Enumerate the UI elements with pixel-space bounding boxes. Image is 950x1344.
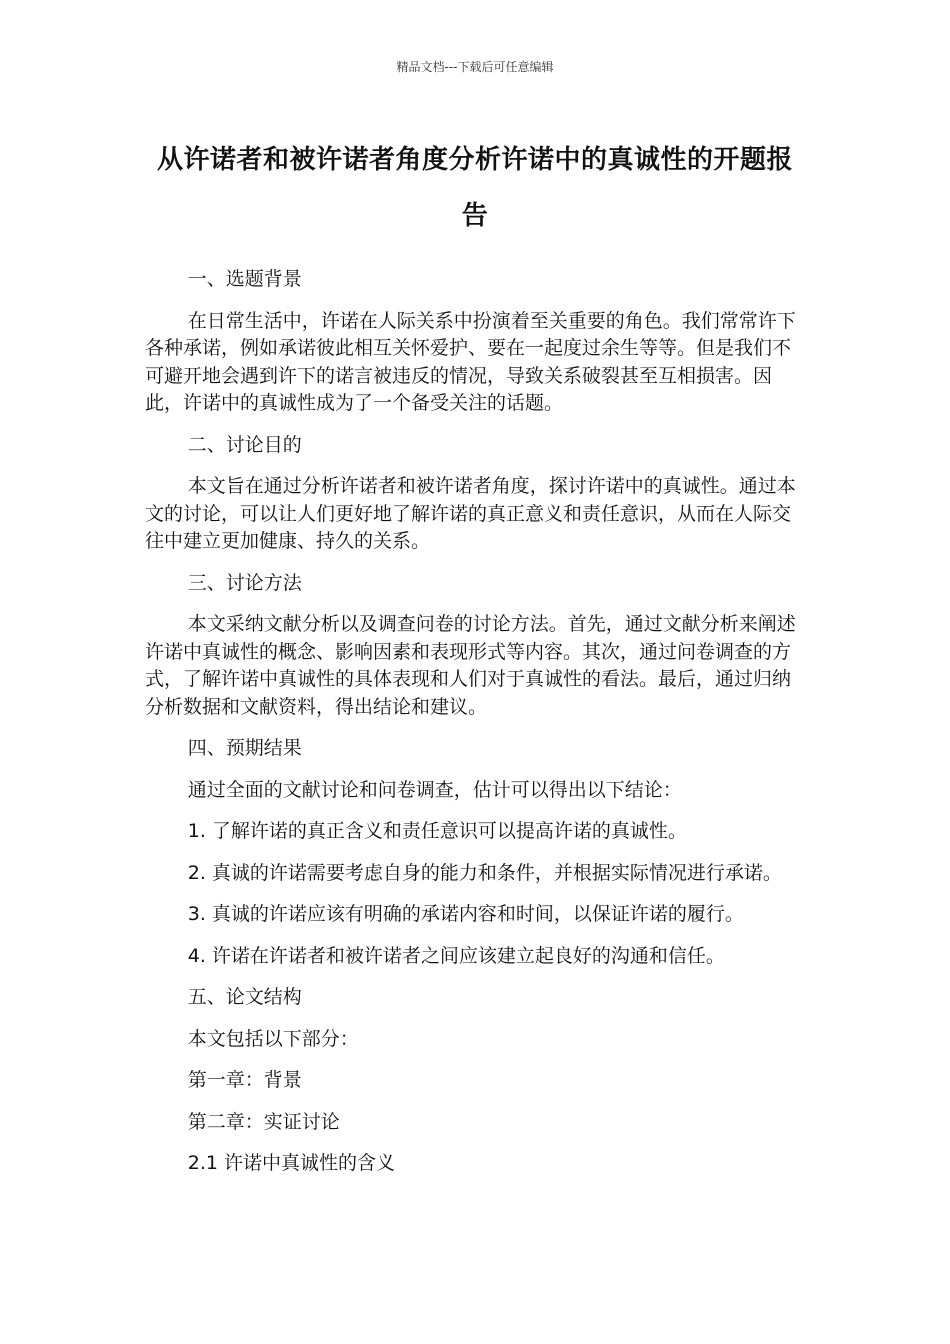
chapter-item: 第一章：背景 (187, 1069, 302, 1091)
result-item: 1. 了解许诺的真正含义和责任意识可以提高许诺的真诚性。 (187, 820, 687, 842)
result-item: 4. 许诺在许诺者和被许诺者之间应该建立起良好的沟通和信任。 (187, 944, 725, 967)
section-heading-structure: 五、论文结构 (187, 986, 302, 1008)
paragraph-background: 在日常生活中，许诺在人际关系中扮演着至关重要的角色。我们常常许下各种承诺，例如承诺彼此相互关怀爱护、要在一起度过余生等等。但是我们不可避开地会遇到许下的诺言被违反的情况，导致关系破裂甚至互相损害。因此，许诺中的真诚性成为了一个备受关注的话题。 (145, 309, 796, 414)
chapter-item: 第二章：实证讨论 (187, 1110, 340, 1133)
paragraph-purpose: 本文旨在通过分析许诺者和被许诺者角度，探讨许诺中的真诚性。通过本文的讨论，可以让人们更好地了解许诺的真正意义和责任意识，从而在人际交往中建立更加健康、持久的关系。 (145, 475, 796, 552)
section-heading-expected-results: 四、预期结果 (187, 737, 302, 759)
section-heading-background: 一、选题背景 (187, 268, 302, 290)
document-body (145, 266, 805, 1192)
page-header: 精品文档---下载后可任意编辑 (396, 60, 554, 74)
subsection-item: 2.1 许诺中真诚性的含义 (187, 1152, 396, 1174)
section-heading-method: 三、讨论方法 (187, 571, 302, 594)
result-item: 2. 真诚的许诺需要考虑自身的能力和条件，并根据实际情况进行承诺。 (187, 861, 782, 884)
result-item: 3. 真诚的许诺应该有明确的承诺内容和时间，以保证许诺的履行。 (187, 903, 744, 925)
paragraph-method: 本文采纳文献分析以及调查问卷的讨论方法。首先，通过文献分析来阐述许诺中真诚性的概念、影响因素和表现形式等内容。其次，通过问卷调查的方式，了解许诺中真诚性的具体表现和人们对于真诚性的看法。最后，通过归纳分析数据和文献资料，得出结论和建议。 (145, 613, 796, 718)
paragraph-results-intro: 通过全面的文献讨论和问卷调查，估计可以得出以下结论： (187, 778, 682, 801)
section-heading-purpose: 二、讨论目的 (187, 433, 302, 456)
document-title: 从许诺者和被许诺者角度分析许诺中的真诚性的开题报告 (156, 145, 793, 231)
paragraph-structure-intro: 本文包括以下部分： (187, 1027, 359, 1050)
